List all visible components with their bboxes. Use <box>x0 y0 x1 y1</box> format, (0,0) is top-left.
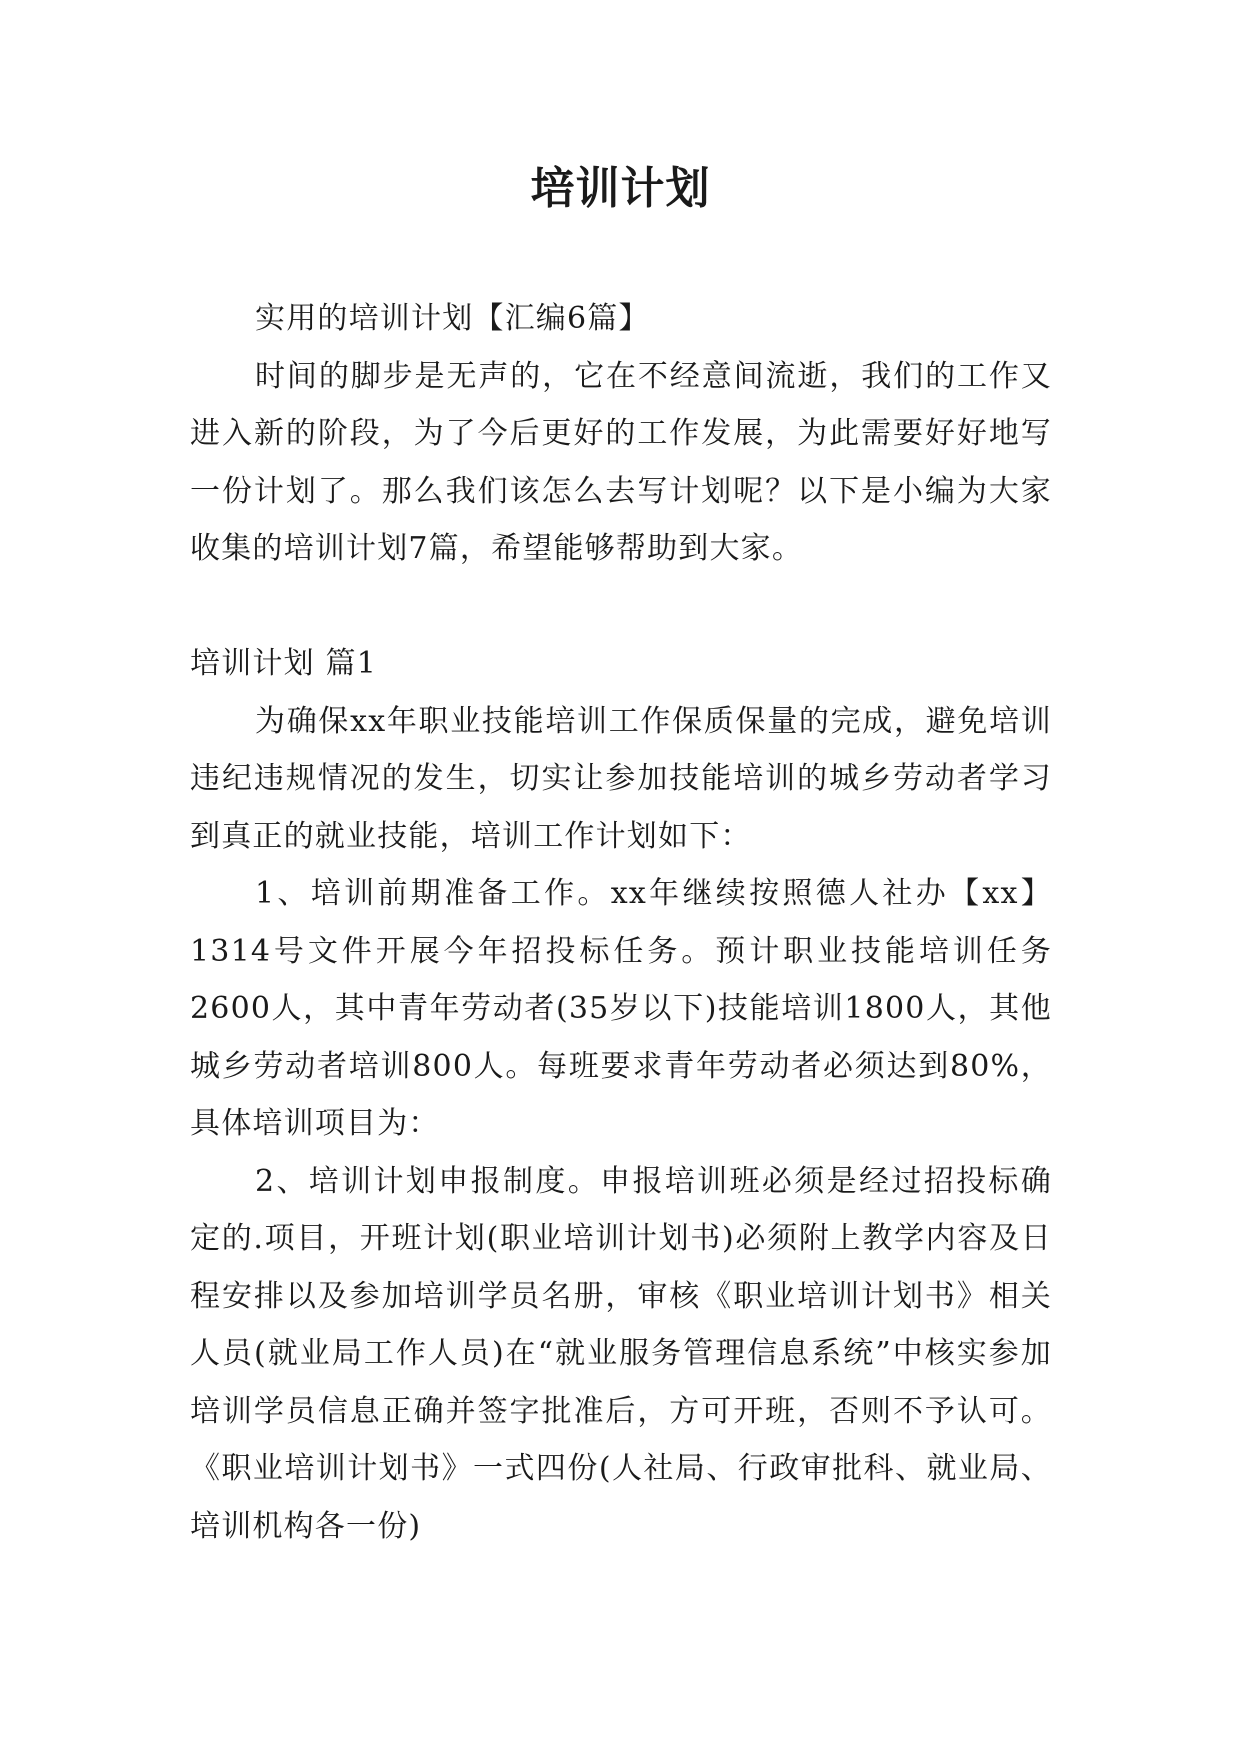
body-paragraph-3: 2、培训计划申报制度。申报培训班必须是经过招投标确定的.项目，开班计划(职业培训计划书)必须附上教学内容及日程安排以及参加培训学员名册，审核《职业培训计划书》相关人员(就业局工作人员)在“就业服务管理信息系统”中核实参加培训学员信息正确并签字批准后，方可开班，否则不予认可。《职业培训计划书》一式四份(人社局、行政审批科、就业局、培训机构各一份) <box>190 1163 1052 1544</box>
intro-paragraph: 时间的脚步是无声的，它在不经意间流逝，我们的工作又进入新的阶段，为了今后更好的工作发展，为此需要好好地写一份计划了。那么我们该怎么去写计划呢？以下是小编为大家收集的培训计划7篇，希望能够帮助到大家。 <box>190 358 1052 566</box>
body-paragraph-1: 为确保xx年职业技能培训工作保质保量的完成，避免培训违纪违规情况的发生，切实让参加技能培训的城乡劳动者学习到真正的就业技能，培训工作计划如下： <box>190 703 1052 854</box>
body-paragraph-2: 1、培训前期准备工作。xx年继续按照德人社办【xx】1314号文件开展今年招投标任务。预计职业技能培训任务2600人，其中青年劳动者(35岁以下)技能培训1800人，其他城乡劳动者培训800人。每班要求青年劳动者必须达到80%，具体培训项目为： <box>190 876 1052 1141</box>
document-title: 培训计划 <box>530 163 711 214</box>
section-heading: 培训计划 篇1 <box>190 646 378 681</box>
document-subtitle: 实用的培训计划【汇编6篇】 <box>255 301 650 336</box>
document-body <box>190 290 1052 1555</box>
